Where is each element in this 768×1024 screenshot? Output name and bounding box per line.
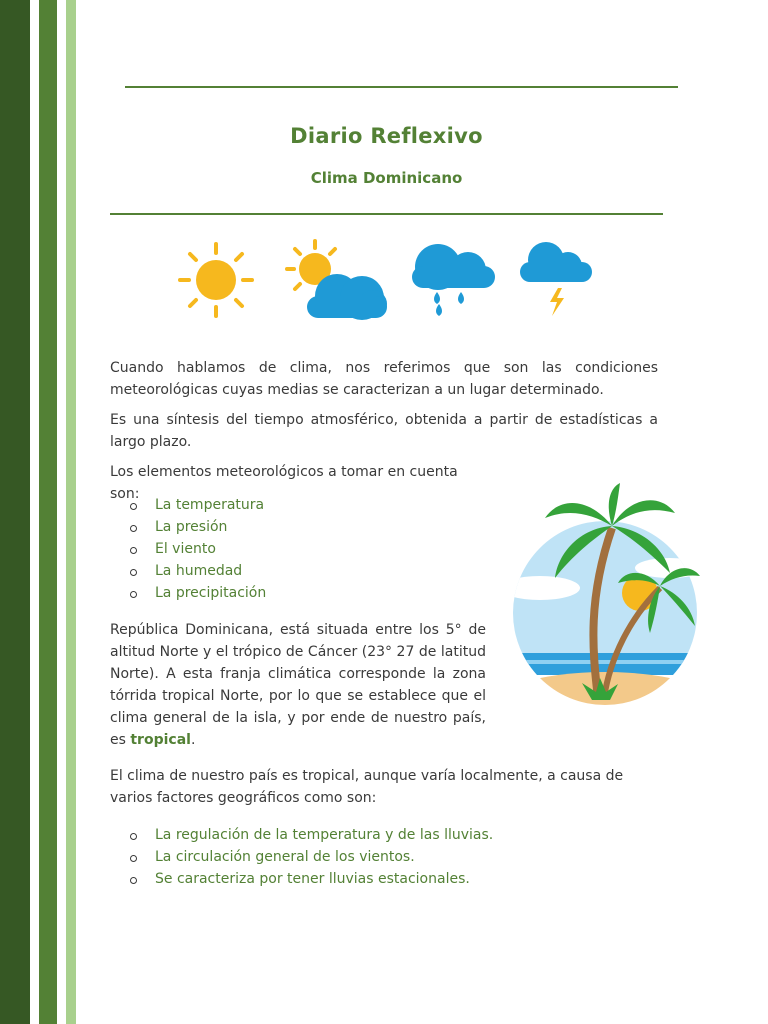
border-stripe-medium	[39, 0, 57, 1024]
page-title: Diario Reflexivo	[290, 124, 483, 148]
partly-cloudy-icon	[287, 241, 387, 320]
list-item: La temperatura	[130, 494, 266, 516]
paragraph-location: República Dominicana, está situada entre los 5° de altitud Norte y el trópico de Cáncer (23° 27 de latitud Norte). A esta franja climática corresponde la zona tórrida tropical Norte, por lo que se establece que el clima general de la isla, y por ende de nuestro país, es tropical.	[110, 622, 486, 748]
border-stripe-light	[66, 0, 76, 1024]
factors-list	[130, 824, 493, 890]
bottom-rule	[110, 213, 663, 215]
palm-beach-illustration	[500, 478, 710, 728]
list-item: La humedad	[130, 560, 266, 582]
bullet-icon	[130, 525, 137, 532]
weather-icons	[170, 236, 600, 326]
page-subtitle: Clima Dominicano	[310, 169, 463, 187]
paragraph-factors-intro: El clima de nuestro país es tropical, aunque varía localmente, a causa de varios factores geográficos como son:	[110, 768, 624, 806]
thunderstorm-icon	[520, 242, 592, 316]
sun-icon	[180, 244, 252, 316]
list-item: La presión	[130, 516, 266, 538]
bullet-icon	[130, 855, 137, 862]
bullet-icon	[130, 833, 137, 840]
list-item: Se caracteriza por tener lluvias estacionales.	[130, 868, 493, 890]
paragraph-synthesis: Es una síntesis del tiempo atmosférico, obtenida a partir de estadísticas a largo plazo.	[110, 412, 658, 450]
bullet-icon	[130, 877, 137, 884]
bullet-icon	[130, 503, 137, 510]
rain-cloud-icon	[412, 244, 495, 316]
paragraph-elements-intro: Los elementos meteorológicos a tomar en cuenta son:	[110, 464, 458, 502]
list-item: La regulación de la temperatura y de las lluvias.	[130, 824, 493, 846]
bullet-icon	[130, 569, 137, 576]
bullet-icon	[130, 547, 137, 554]
list-item: La circulación general de los vientos.	[130, 846, 493, 868]
tropical-highlight: tropical	[130, 732, 191, 748]
border-stripe-dark	[0, 0, 30, 1024]
elements-list	[130, 494, 266, 604]
list-item: La precipitación	[130, 582, 266, 604]
top-rule	[125, 86, 678, 88]
list-item: El viento	[130, 538, 266, 560]
paragraph-climate-definition: Cuando hablamos de clima, nos referimos que son las condiciones meteorológicas cuyas medias se caracterizan a un lugar determinado.	[110, 360, 658, 398]
bullet-icon	[130, 591, 137, 598]
